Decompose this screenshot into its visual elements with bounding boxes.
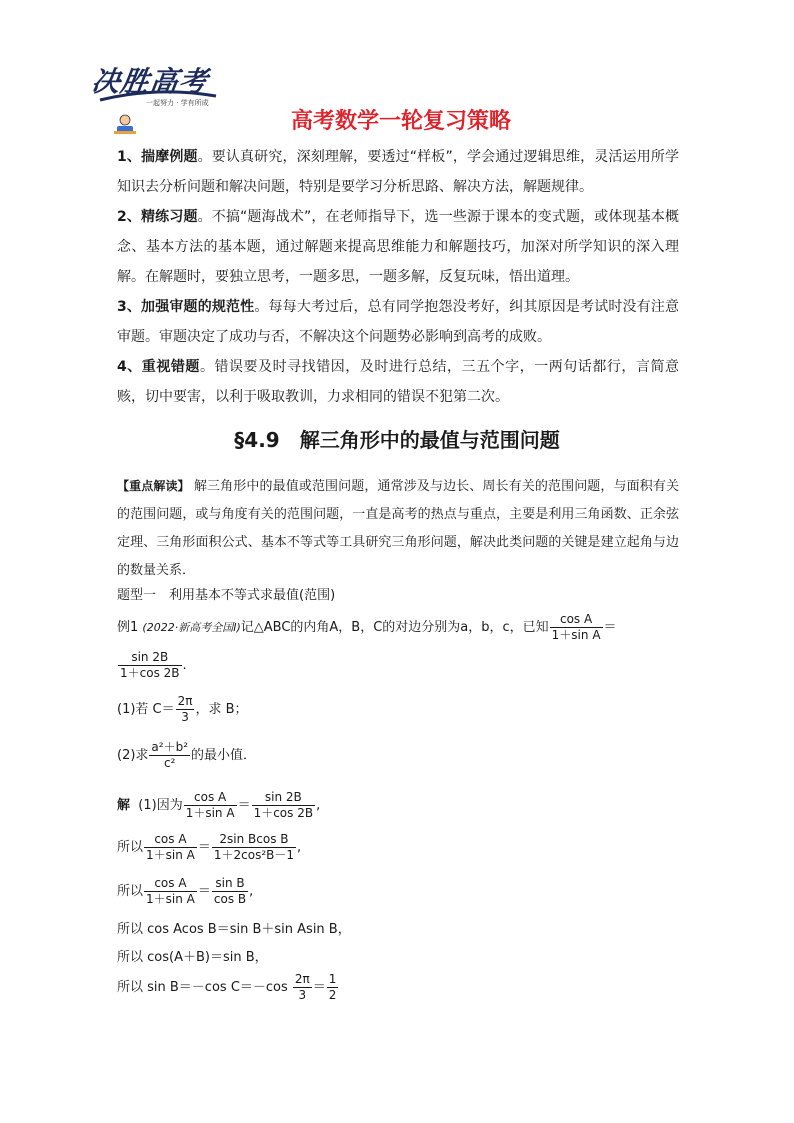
question-1-suffix: ，求 B； [195, 702, 248, 717]
question-1 [117, 694, 248, 725]
denominator: 3 [298, 988, 307, 1002]
denominator: cos B [213, 892, 247, 906]
logo-text: 决胜高考 [89, 65, 211, 98]
numerator: a²＋b² [151, 740, 189, 754]
denominator: c² [164, 756, 176, 770]
numerator: 2π [294, 972, 310, 986]
fraction [293, 972, 312, 1003]
denominator: 1＋2cos²B－1 [213, 848, 295, 862]
strategy-text: 。不搞“题海战术”，在老师指导下，选一些源于课本的变式题，或体现基本概念、基本方法的基本题，通过解题来提高思维能力和解题技巧，加深对所学知识的深入理解。在解题时，要独立思考，一题多思，一题多解，反复玩味，悟出道理。 [117, 209, 679, 285]
strategy-keyword: 4、重视错题 [117, 359, 200, 375]
section-number: §4.9 [234, 428, 280, 452]
solution-text: 所以 [117, 884, 144, 899]
solution-line-2: 所以 $\frac{\text{cos A}}{\text{1＋sin A}}$ ＝ $\frac{\text{2sin Bcos B}}{\text{1＋2cos²B－1}}$ , [117, 832, 302, 862]
denominator: 1＋cos 2B [253, 806, 314, 820]
numerator: cos A [144, 876, 197, 892]
fraction [212, 876, 248, 907]
solution-label: 解 [117, 798, 131, 813]
denominator: 1＋cos 2B [120, 666, 180, 680]
solution-line-6: 所以 sin B＝－cos C＝－cos $\frac{2\pi}{3}$ ＝ $\frac{1}{2}$ [117, 972, 337, 1002]
fraction [118, 650, 182, 681]
fraction [176, 694, 195, 725]
strategy-text: 。要认真研究，深刻理解，要透过“样板”，学会通过逻辑思维，灵活运用所学知识去分析问题和解决问题，特别是要学习分析思路、解决方法，解题规律。 [117, 149, 679, 195]
strategy-keyword: 1、揣摩例题 [117, 149, 198, 165]
fraction [327, 972, 339, 1003]
example-label: 例1 [117, 620, 139, 635]
fraction [144, 832, 197, 863]
question-2 [117, 740, 256, 771]
solution-text: 所以 sin B＝－cos C＝－cos [117, 980, 288, 995]
question-1-prefix: (1)若 C＝ [117, 702, 175, 717]
numerator: cos A [550, 612, 603, 628]
strategy-list [117, 142, 679, 412]
example-stem: 例1 (2022·新高考全国Ⅰ)记△ABC的内角A，B，C的对边分别为a，b，c，已知 $\frac{\text{cos A}}{\text{1＋sin A}}$ ＝ [117, 612, 617, 642]
fraction [550, 612, 603, 643]
strategy-item [117, 202, 679, 292]
strategy-text: 。每每大考过后，总有同学抱怨没考好，纠其原因是考试时没有注意审题。审题决定了成功与否，不解决这个问题势必影响到高考的成败。 [117, 299, 679, 345]
strategy-item [117, 352, 679, 412]
denominator: 2 [328, 988, 337, 1002]
numerator: cos A [184, 790, 237, 806]
denominator: 1＋sin A [185, 806, 235, 820]
fraction [212, 832, 296, 863]
focus-text: 解三角形中的最值或范围问题，通常涉及与边长、周长有关的范围问题，与面积有关的范围问题，或与角度有关的范围问题，一直是高考的热点与重点，主要是利用三角函数、正余弦定理、三角形面积公式、基本不等式等工具研究三角形问题，解决此类问题的关键是建立起角与边的数量关系． [117, 479, 679, 578]
strategy-keyword: 3、加强审题的规范性 [117, 299, 255, 315]
banner-title: 高考数学一轮复习策略 [290, 109, 511, 134]
solution-line-1: 解 (1)因为 $\frac{\text{cos A}}{\text{1＋sin A}}$ ＝ $\frac{\sin 2B}{1+\cos 2B}$ , [117, 790, 321, 820]
numerator: 2π [177, 694, 193, 708]
numerator: sin 2B [252, 790, 316, 806]
question-2-suffix: 的最小值． [191, 748, 257, 763]
strategy-keyword: 2、精练习题 [117, 209, 198, 225]
example-stem-cont: $\frac{\sin 2B}{1+\cos 2B}$ . [120, 650, 187, 680]
solution-text: (1)因为 [138, 798, 183, 813]
focus-tag: 【重点解读】 [117, 479, 190, 493]
question-type-heading: 题型一 利用基本不等式求最值(范围) [117, 588, 336, 603]
numerator: sin B [212, 876, 248, 892]
question-2-prefix: (2)求 [117, 748, 149, 763]
fraction [184, 790, 237, 821]
example-source: (2022·新高考全国Ⅰ) [142, 621, 241, 634]
solution-text: 所以 [117, 840, 144, 855]
fraction [252, 790, 316, 821]
solution-line-5: 所以 cos(A＋B)＝sin B， [117, 950, 268, 965]
numerator: cos A [144, 832, 197, 848]
denominator: 1＋sin A [551, 628, 601, 642]
example-stem-text: 记△ABC的内角A，B，C的对边分别为a，b，c，已知 [240, 620, 549, 635]
fraction [149, 740, 190, 771]
strategy-text: 。错误要及时寻找错因，及时进行总结，三五个字，一两句话都行，言简意赅，切中要害，以利于吸取教训，力求相同的错误不犯第二次。 [117, 359, 680, 405]
section-title [0, 424, 794, 453]
logo-subtitle: 一起努力 · 学有所成 [146, 99, 209, 107]
fraction [144, 876, 197, 907]
denominator: 3 [181, 710, 189, 724]
numerator: 2sin Bcos B [212, 832, 296, 848]
focus-paragraph [117, 472, 679, 585]
solution-line-4: 所以 cos Acos B＝sin B＋sin Asin B， [117, 922, 351, 937]
section-name: 解三角形中的最值与范围问题 [299, 428, 560, 452]
strategy-item [117, 292, 679, 352]
numerator: sin 2B [118, 650, 182, 666]
strategy-item [117, 142, 679, 202]
solution-line-3: 所以 $\frac{\text{cos A}}{\text{1＋sin A}}$ ＝ $\frac{\text{sin B}}{\text{cos B}}$ , [117, 876, 254, 906]
denominator: 1＋sin A [146, 892, 195, 906]
numerator: 1 [328, 972, 337, 986]
denominator: 1＋sin A [146, 848, 195, 862]
